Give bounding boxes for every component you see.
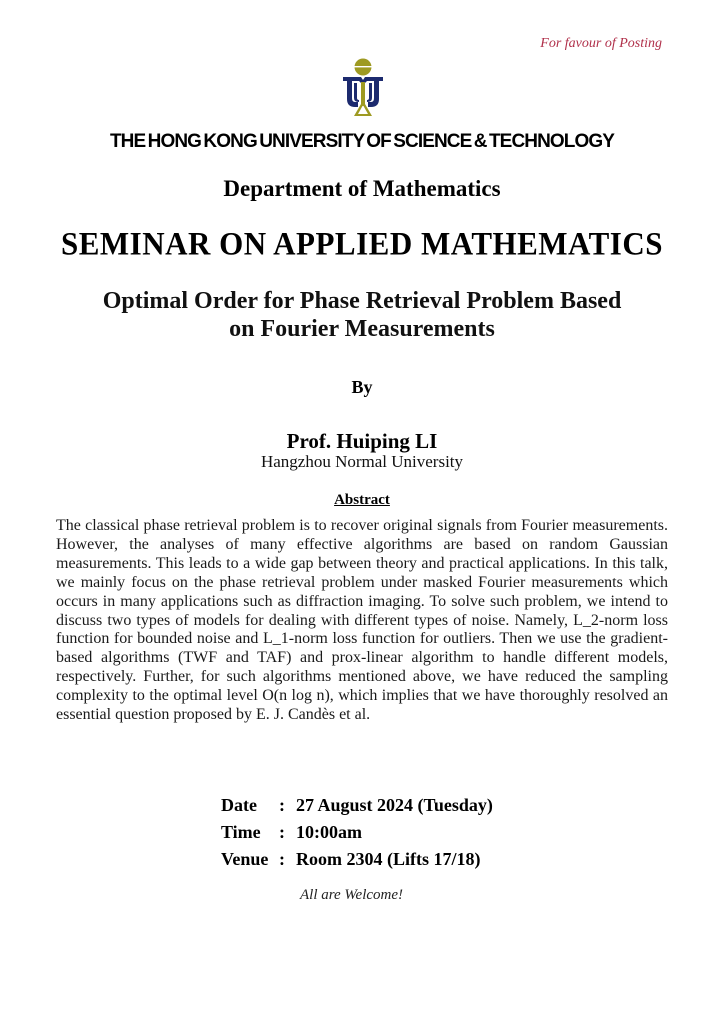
abstract-text: The classical phase retrieval problem is to recover original signals from Fourier measurements. However, the analyses of many effective algorithms are based on random Gaussian measurements. This leads to a wide gap between theory and practical applications. In this talk, we mainly focus on the phase retrieval problem under masked Fourier measurements which occurs in many applications such as diffraction imaging. To solve such problem, we intend to discuss two types of models for dealing with different types of noise. Namely, L_2-norm loss function for bounded noise and L_1-norm loss function for outliers. Then we use the gradient-based algorithms (TWF and TAF) and prox-linear algorithm to handle different models, respectively. Further, for such algorithms mentioned above, we have reduced the sampling complexity to the optimal level O(n log n), which implies that we have thoroughly resolved an essential question proposed by E. J. Candès et al. <box>56 517 668 724</box>
detail-row-venue <box>221 846 493 873</box>
department-name: Department of Mathematics <box>223 176 501 201</box>
detail-value-venue: Room 2304 (Lifts 17/18) <box>296 849 481 869</box>
detail-label: Date <box>221 795 257 815</box>
detail-value-time: 10:00am <box>296 822 362 842</box>
talk-title-line-2: on Fourier Measurements <box>229 316 495 342</box>
seminar-series-title: SEMINAR ON APPLIED MATHEMATICS <box>60 225 664 262</box>
speaker-name: Prof. Huiping LI <box>286 429 438 453</box>
welcome-note: All are Welcome! <box>300 887 404 903</box>
detail-colon: : <box>279 849 285 869</box>
talk-title-line-1: Optimal Order for Phase Retrieval Problem Based <box>102 288 622 314</box>
detail-label: Venue <box>221 849 269 869</box>
abstract-heading: Abstract <box>334 492 390 508</box>
detail-label: Time <box>221 822 261 842</box>
detail-colon: : <box>279 795 285 815</box>
by-label: By <box>351 377 373 397</box>
detail-row-time <box>221 819 493 846</box>
university-name: THE HONG KONG UNIVERSITY OF SCIENCE & TECHNOLOGY <box>109 131 615 152</box>
detail-colon: : <box>279 822 285 842</box>
detail-row-date <box>221 792 493 819</box>
speaker-affiliation: Hangzhou Normal University <box>260 452 464 471</box>
detail-value-date: 27 August 2024 (Tuesday) <box>296 795 493 815</box>
university-logo <box>341 58 385 118</box>
posting-note: For favour of Posting <box>540 36 662 51</box>
event-details <box>221 792 493 873</box>
talk-title <box>0 287 724 343</box>
